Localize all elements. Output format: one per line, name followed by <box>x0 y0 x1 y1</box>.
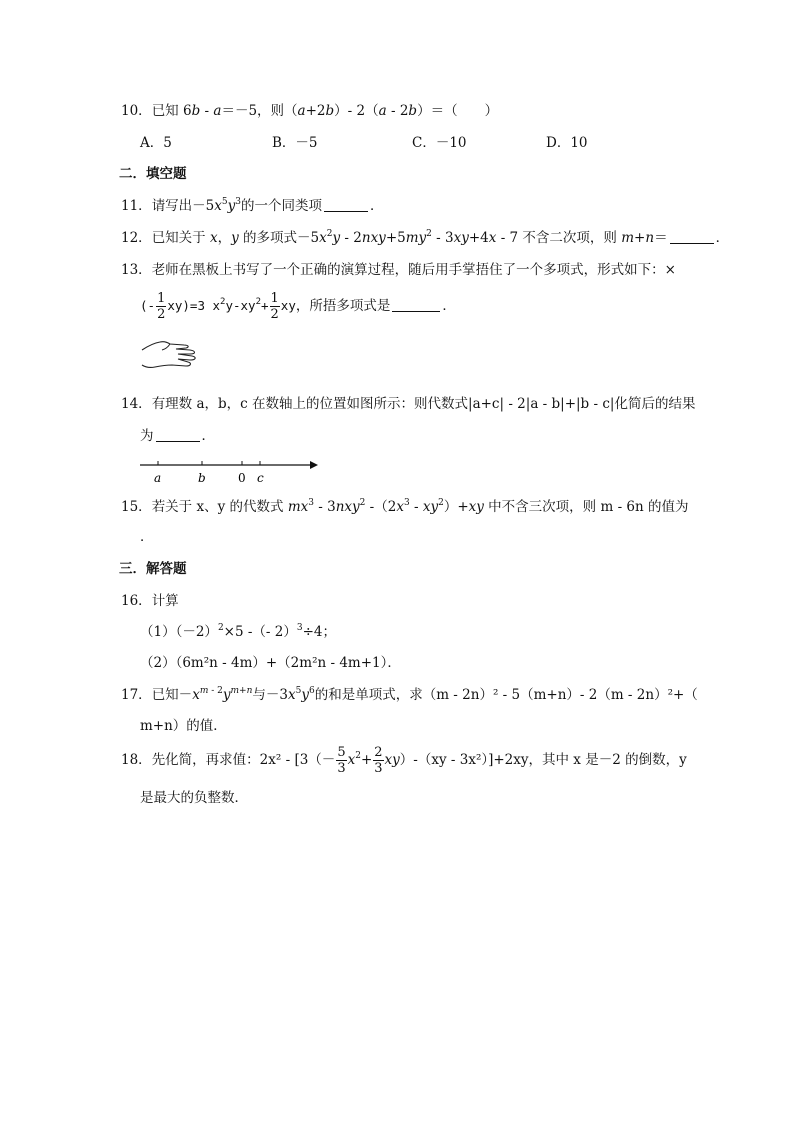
choice-c: C．－10 <box>412 135 467 151</box>
question-18: 18．先化简，再求值：2x² - [3（－ $\frac{5}{3}$ $x^2+$ $\frac{2}{3}$ xy）-（xy - 3x²）]+2xy，其中 x 是－2 的倒数，y <box>121 745 687 776</box>
question-11: 11．请写出$-5x^5y^3$的一个同类项 ． <box>121 197 384 214</box>
choice-a: A．5 <box>140 135 172 151</box>
section-heading-fill-blank: 二．填空题 <box>119 166 187 182</box>
question-16: 16．计算 <box>121 593 179 609</box>
axis-label-zero: 0 <box>238 471 246 485</box>
section-heading-solve: 三．解答题 <box>119 561 187 577</box>
question-14: 14．有理数 a，b，c 在数轴上的位置如图所示：则代数式|a+c| - 2|a - b|+|b - c|化简后的结果 <box>121 396 696 412</box>
answer-blank[interactable] <box>670 230 714 244</box>
question-number: 10． <box>121 103 152 119</box>
hand-illustration <box>140 338 200 372</box>
choice-d: D．10 <box>546 135 588 151</box>
question-10: 10．已知 6b - a＝－5，则（a+2b）- 2（a - 2b）＝（ ） <box>121 103 499 119</box>
axis-label-c: c <box>257 471 264 485</box>
question-16-part1: $(1)(-2)^2\times 5$ -（- 2）$^3$÷4； <box>140 623 337 640</box>
choice-b: B．－5 <box>272 135 318 151</box>
question-12: 12．已知关于 x，y 的多项式$-5x^2y - 2nxy+5my^2 - 3xy+4x - 7$ 不含二次项，则 m+n＝ ． <box>121 229 730 246</box>
answer-blank[interactable] <box>392 298 440 312</box>
question-14-line2: 为 ． <box>140 428 215 444</box>
number-line <box>138 454 320 488</box>
question-13: 13．老师在黑板上书写了一个正确的演算过程，随后用手掌捂住了一个多项式，形式如下：× <box>121 262 676 278</box>
question-16-part2: （2）（6m²n - 4m）+（2m²n - 4m+1）． <box>140 655 401 671</box>
question-17: 17．已知$-x^{m - 2}y^{m+n}$与$-3x^5y^6$的和是单项式，求（m - 2n）² - 5（m+n）- 2（m - 2n）²+（ <box>121 686 698 703</box>
axis-label-b: b <box>198 471 206 485</box>
question-17-line2: m+n）的值． <box>140 718 227 734</box>
question-13-formula: (- $\frac{1}{2}$ xy)=3 $x^2y-xy^2+$ $\frac{1}{2}$ xy，所捂多项式是 ． <box>140 291 456 322</box>
question-15-line2: ． <box>140 529 154 545</box>
question-18-line2: 是最大的负整数． <box>140 790 248 806</box>
question-15: 15．若关于 x、y 的代数式 $mx^3 - 3nxy^2$ $-(2x^3 - xy^2)+xy$ 中不含三次项，则 m - 6n 的值为 <box>121 498 689 515</box>
answer-blank[interactable] <box>324 198 368 212</box>
axis-label-a: a <box>154 471 162 485</box>
answer-blank[interactable] <box>156 428 200 442</box>
